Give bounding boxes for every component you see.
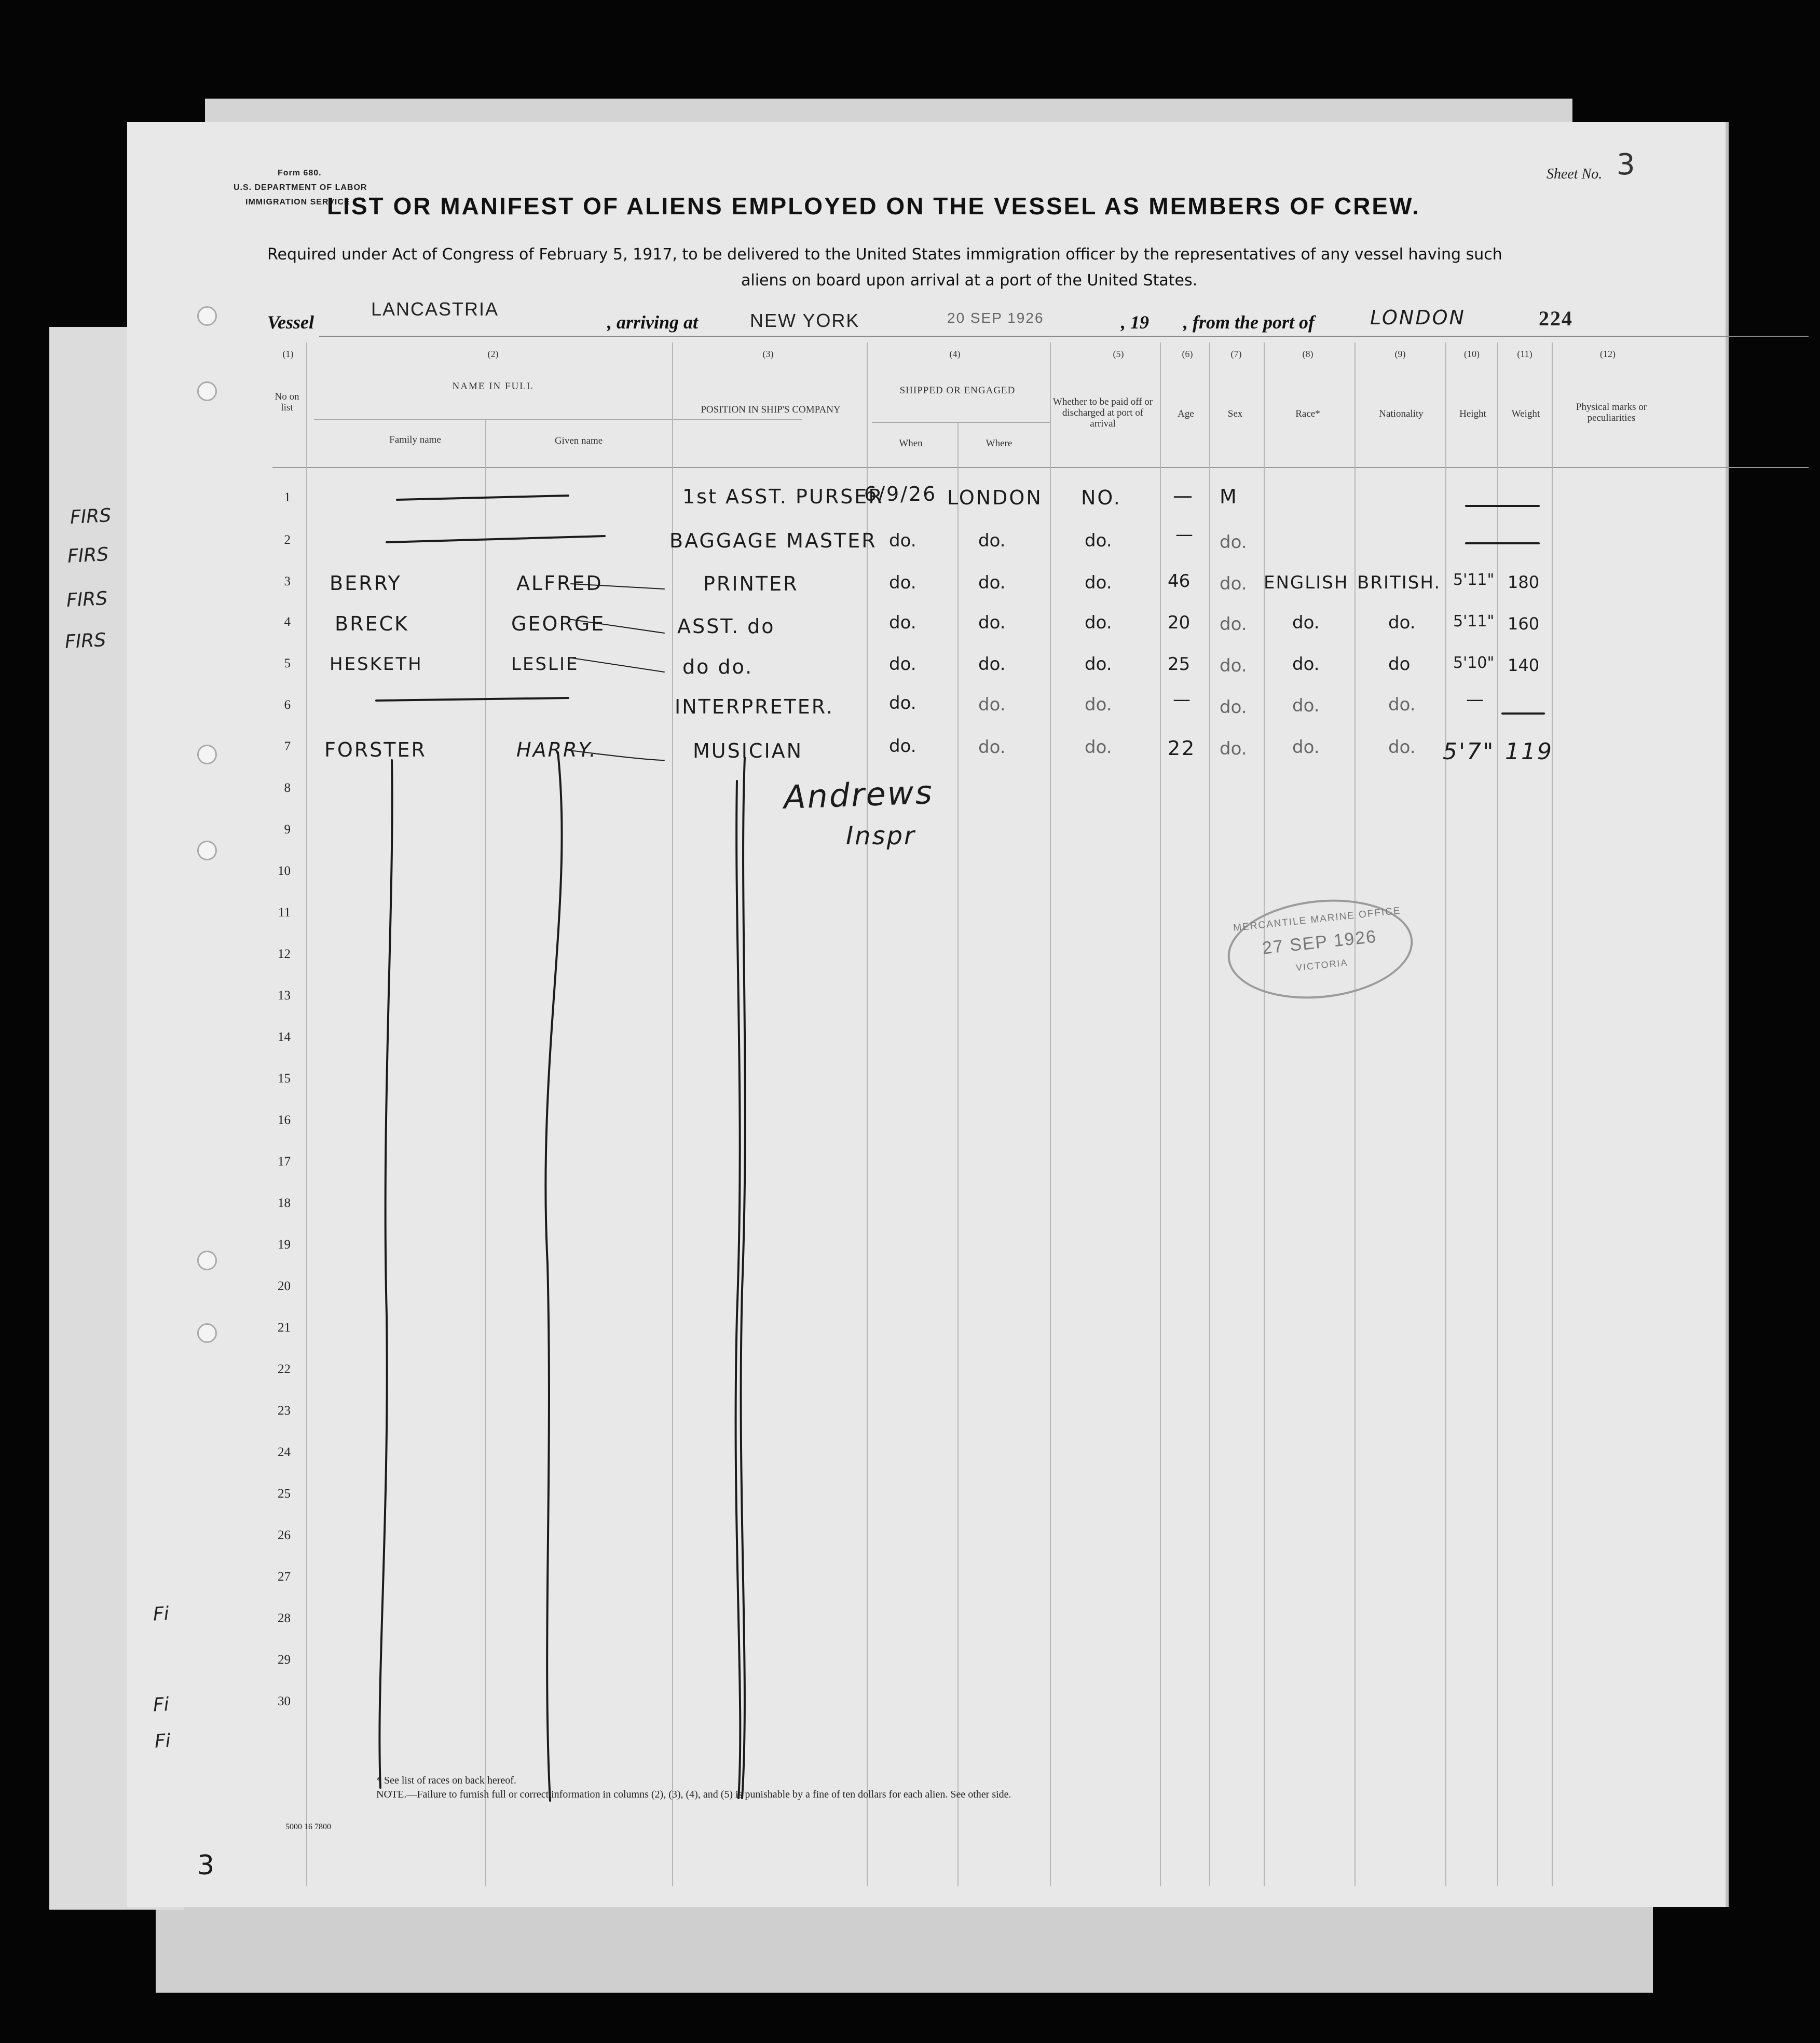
row-number: 30 [278, 1694, 291, 1708]
col-7-number: (7) [1230, 349, 1242, 359]
row-number: 12 [278, 947, 291, 961]
row-number: 13 [278, 989, 291, 1003]
row-number: 7 [284, 739, 291, 753]
header-name-in-full: NAME IN FULL [452, 381, 534, 392]
row-number: 4 [284, 615, 291, 629]
stamp-bottom-text: VICTORIA [1295, 957, 1349, 973]
header-nationality: Nationality [1379, 408, 1424, 419]
row3-weight: 180 [1508, 572, 1540, 592]
row4-position: ASST. do [677, 615, 775, 638]
family-name-ditto-line [379, 760, 392, 1788]
col-4-number: (4) [949, 349, 961, 359]
header-when: When [899, 438, 923, 449]
row1-sex: M [1220, 485, 1238, 508]
row-number: 28 [278, 1611, 291, 1625]
row4-when: do. [889, 612, 916, 633]
row-number: 16 [278, 1113, 291, 1127]
position-ditto-line-1 [741, 758, 745, 1798]
document-title: LIST OR MANIFEST OF ALIENS EMPLOYED ON THE VESSEL AS MEMBERS OF CREW. [327, 193, 1420, 220]
header-age: Age [1178, 408, 1194, 419]
row1-position: 1st ASST. PURSER [682, 485, 884, 508]
row-number: 6 [284, 698, 291, 712]
row6-where: do. [978, 694, 1006, 715]
bottom-page-number: 3 [197, 1850, 216, 1881]
manifest-sheet [127, 122, 1729, 1907]
row-number: 21 [278, 1321, 291, 1335]
row3-race: ENGLISH [1264, 572, 1349, 593]
row5-sex: do. [1220, 655, 1247, 676]
row6-race: do. [1292, 695, 1320, 716]
row3-when: do. [889, 572, 916, 593]
row2-sex: do. [1220, 532, 1247, 553]
header-physical-marks: Physical marks or peculiarities [1576, 402, 1647, 423]
row6-when: do. [889, 693, 916, 714]
margin-note: FIRS [65, 587, 108, 612]
row3-given-name: ALFRED [516, 572, 603, 595]
row4-arrow [568, 619, 664, 633]
row-number: 20 [278, 1279, 291, 1293]
row4-family-name: BRECK [335, 612, 409, 635]
row5-age: 25 [1168, 654, 1190, 675]
row1-age: — [1173, 484, 1194, 507]
row7-weight: 119 [1505, 738, 1553, 765]
col-9-number: (9) [1394, 349, 1406, 359]
vessel-label: Vessel [267, 312, 314, 333]
row7-family-name: FORSTER [324, 738, 427, 761]
penalty-note: NOTE.—Failure to furnish full or correct information in columns (2), (3), (4), and (5) is punishable by a fine of ten dollars for each alien. See other side. [376, 1789, 1011, 1800]
department-name: U.S. DEPARTMENT OF LABOR [234, 183, 367, 192]
row4-given-name: GEORGE [511, 612, 606, 635]
row4-race: do. [1292, 612, 1320, 633]
row6-paid-off: do. [1085, 694, 1112, 715]
row6-height: — [1466, 689, 1484, 710]
row5-position: do do. [682, 655, 754, 678]
header-no-on-list: No on list [275, 391, 299, 413]
row7-arrow [566, 750, 664, 760]
races-footnote: * See list of races on back hereof. [376, 1775, 516, 1786]
row2-when: do. [889, 530, 916, 551]
col-10-number: (10) [1464, 349, 1480, 359]
row-number: 5 [284, 656, 291, 670]
row5-family-name: HESKETH [330, 654, 423, 675]
row-number: 19 [278, 1238, 291, 1252]
row5-height: 5'10" [1453, 654, 1495, 672]
service-name: IMMIGRATION SERVICE [245, 198, 350, 207]
row7-height: 5'7" [1443, 738, 1495, 765]
row1-when: 6/9/26 [864, 483, 937, 505]
year-label: , 19 [1121, 312, 1149, 333]
row4-weight: 160 [1508, 614, 1540, 634]
col-3-number: (3) [762, 349, 774, 359]
sheet-number-value: 3 [1617, 148, 1635, 182]
row3-where: do. [978, 572, 1006, 593]
row-number: 10 [278, 864, 291, 878]
row5-where: do. [978, 654, 1006, 675]
col-11-number: (11) [1517, 349, 1532, 359]
row4-where: do. [978, 612, 1006, 633]
margin-note: FIRS [66, 543, 110, 568]
row-number: 17 [278, 1155, 291, 1169]
row6-age: — [1173, 689, 1190, 710]
row3-position: PRINTER [703, 572, 799, 595]
row4-paid-off: do. [1085, 612, 1112, 633]
row6-name-strike [376, 698, 568, 701]
position-ditto-line-2 [736, 781, 741, 1798]
subtitle-line-1: Required under Act of Congress of February 5, 1917, to be delivered to the United States immigration officer by the representatives of any vessel having such [267, 245, 1502, 264]
stamp-date: 27 SEP 1926 [1261, 926, 1378, 958]
header-shipped-engaged: SHIPPED OR ENGAGED [899, 385, 1016, 396]
header-height: Height [1459, 408, 1486, 419]
from-port: LONDON [1370, 306, 1466, 329]
row-number: 15 [278, 1072, 291, 1086]
vessel-name: LANCASTRIA [371, 298, 499, 320]
header-sex: Sex [1227, 408, 1243, 419]
margin-note: Fi [152, 1694, 170, 1716]
col-2-number: (2) [487, 349, 499, 359]
row-number: 8 [284, 781, 291, 795]
print-code: 5000 16 7800 [285, 1822, 331, 1831]
row3-height: 5'11" [1453, 571, 1495, 589]
margin-note: FIRS [69, 504, 112, 529]
margin-note: Fi [152, 1603, 170, 1625]
subtitle-line-2: aliens on board upon arrival at a port of the United States. [741, 271, 1198, 290]
col-6-number: (6) [1182, 349, 1193, 359]
row2-where: do. [978, 530, 1006, 551]
stamp-top-text: MERCANTILE MARINE OFFICE [1233, 905, 1402, 934]
row5-nationality: do [1388, 654, 1411, 675]
arriving-label: , arriving at [607, 312, 699, 333]
arriving-port: NEW YORK [750, 310, 860, 331]
row6-sex: do. [1220, 697, 1247, 718]
row3-family-name: BERRY [330, 572, 402, 595]
margin-note: FIRS [64, 629, 107, 653]
row3-sex: do. [1220, 573, 1247, 594]
row3-paid-off: do. [1085, 572, 1112, 593]
header-where: Where [986, 438, 1012, 449]
row-number: 11 [278, 906, 291, 920]
row5-paid-off: do. [1085, 654, 1112, 675]
row4-sex: do. [1220, 614, 1247, 635]
given-name-ditto-line [545, 752, 562, 1801]
row3-age: 46 [1168, 571, 1190, 592]
header-weight: Weight [1511, 408, 1540, 419]
row6-position: INTERPRETER. [675, 695, 834, 718]
row7-position: MUSICIAN [693, 739, 803, 762]
row-number: 22 [278, 1362, 291, 1376]
row-number: 2 [284, 533, 291, 547]
row-number: 1 [284, 490, 291, 504]
row7-when: do. [889, 736, 916, 757]
row-number: 18 [278, 1196, 291, 1210]
row7-paid-off: do. [1085, 737, 1112, 758]
row-number: 26 [278, 1528, 291, 1542]
row-number: 23 [278, 1404, 291, 1418]
row5-arrow [568, 657, 664, 672]
row7-where: do. [978, 737, 1006, 758]
row7-given-name: HARRY. [516, 738, 597, 761]
inspector-signature: Andrews [783, 773, 934, 817]
row-number: 27 [278, 1570, 291, 1584]
margin-note: Fi [154, 1730, 171, 1752]
from-port-label: , from the port of [1183, 312, 1315, 333]
row2-age: — [1175, 524, 1193, 545]
row-number: 25 [278, 1487, 291, 1501]
row7-sex: do. [1220, 738, 1247, 759]
col-5-number: (5) [1113, 349, 1124, 359]
row-number: 24 [278, 1445, 291, 1459]
row4-nationality: do. [1388, 612, 1416, 633]
row7-race: do. [1292, 737, 1320, 758]
form-number: Form 680. [278, 169, 322, 177]
row-number: 29 [278, 1653, 291, 1667]
row2-paid-off: do. [1085, 530, 1112, 551]
row5-given-name: LESLIE [511, 654, 579, 675]
row5-race: do. [1292, 654, 1320, 675]
col-1-number: (1) [282, 349, 294, 359]
row5-when: do. [889, 654, 916, 675]
handwritten-strokes [127, 122, 1726, 1907]
row3-arrow [571, 584, 664, 589]
col-12-number: (12) [1600, 349, 1616, 359]
row-number: 3 [284, 574, 291, 588]
row1-paid-off: NO. [1081, 486, 1121, 509]
header-family-name: Family name [389, 434, 441, 445]
list-number: 224 [1539, 307, 1573, 330]
row1-where: LONDON [947, 486, 1043, 509]
inspector-title: Inspr [846, 821, 916, 851]
row3-nationality: BRITISH. [1357, 572, 1441, 593]
arrival-date-stamp: 20 SEP 1926 [947, 310, 1044, 326]
header-race: Race* [1295, 408, 1320, 419]
header-paid-off: Whether to be paid off or discharged at port of arrival [1052, 396, 1153, 429]
header-given-name: Given name [554, 435, 603, 446]
header-position: POSITION IN SHIP'S COMPANY [701, 404, 841, 415]
row4-height: 5'11" [1453, 612, 1495, 630]
row-number: 14 [278, 1030, 291, 1044]
row2-name-strike [387, 536, 605, 542]
row5-weight: 140 [1508, 655, 1540, 675]
row2-position: BAGGAGE MASTER [669, 529, 877, 552]
row-number: 9 [284, 822, 291, 837]
row1-name-strike [397, 496, 568, 500]
row7-age: 22 [1168, 737, 1196, 760]
sheet-number-label: Sheet No. [1547, 166, 1603, 182]
row4-age: 20 [1168, 612, 1190, 633]
col-8-number: (8) [1302, 349, 1313, 359]
row7-nationality: do. [1388, 737, 1416, 758]
row6-nationality: do. [1388, 694, 1416, 715]
